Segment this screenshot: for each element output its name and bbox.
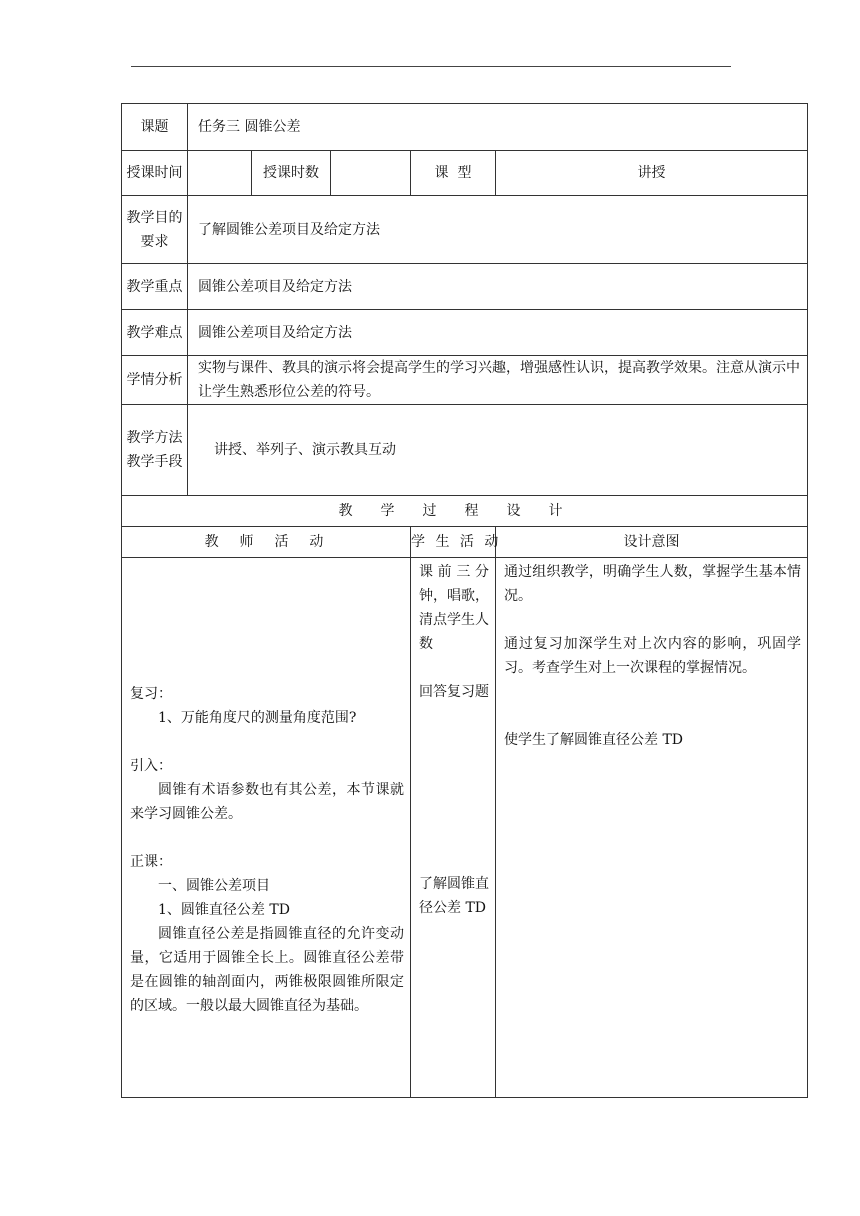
hours-value	[331, 151, 411, 196]
intro-text: 圆锥有术语参数也有其公差，本节课就来学习圆锥公差。	[130, 782, 404, 822]
time-label: 授课时间	[122, 151, 188, 196]
student-activity-2: 回答复习题	[419, 684, 489, 700]
teacher-activity-cell	[122, 558, 411, 1098]
methods-label: 教学方法教学手段	[122, 405, 188, 496]
design-intent-1: 通过组织教学，明确学生人数，掌握学生基本情况。	[504, 564, 802, 604]
student-column-header: 学 生 活 动	[411, 527, 496, 558]
hours-label: 授课时数	[252, 151, 331, 196]
review-title: 复习：	[130, 686, 172, 702]
design-intent-3: 使学生了解圆锥直径公差 TD	[504, 732, 684, 748]
student-activity-cell	[411, 558, 496, 1098]
goals-value: 了解圆锥公差项目及给定方法	[188, 196, 808, 264]
design-intent-cell	[496, 558, 808, 1098]
analysis-label: 学情分析	[122, 356, 188, 405]
methods-value: 讲授、举列子、演示教具互动	[188, 405, 808, 496]
teacher-column-header: 教 师 活 动	[122, 527, 411, 558]
difficulties-value: 圆锥公差项目及给定方法	[188, 310, 808, 356]
process-title: 教学过程设计	[122, 496, 808, 527]
lesson-plan-table	[121, 103, 808, 1098]
intro-title: 引入：	[130, 758, 172, 774]
subject-label: 课题	[122, 104, 188, 151]
main-title: 正课：	[130, 854, 172, 870]
goals-label: 教学目的要求	[122, 196, 188, 264]
diameter-tolerance-paragraph: 圆锥直径公差是指圆锥直径的允许变动量，它适用于圆锥全长上。圆锥直径公差带是在圆锥的轴剖面内，两锥极限圆锥所限定的区域。一般以最大圆锥直径为基础。	[130, 926, 404, 1014]
review-question: 1、万能角度尺的测量角度范围?	[158, 710, 357, 726]
difficulties-label: 教学难点	[122, 310, 188, 356]
design-intent-2: 通过复习加深学生对上次内容的影响，巩固学习。考查学生对上一次课程的掌握情况。	[504, 636, 802, 676]
item-1: 一、圆锥公差项目	[158, 878, 270, 894]
student-activity-1: 课前三分钟，唱歌，清点学生人数	[419, 564, 489, 652]
item-1-1: 1、圆锥直径公差 TD	[158, 902, 290, 918]
subject-value: 任务三 圆锥公差	[188, 104, 808, 151]
key-points-value: 圆锥公差项目及给定方法	[188, 264, 808, 310]
type-value: 讲授	[496, 151, 808, 196]
header-rule	[131, 66, 731, 67]
time-value	[188, 151, 252, 196]
design-column-header: 设计意图	[496, 527, 808, 558]
type-label: 课 型	[411, 151, 496, 196]
key-points-label: 教学重点	[122, 264, 188, 310]
analysis-value: 实物与课件、教具的演示将会提高学生的学习兴趣，增强感性认识，提高教学效果。注意从演示中让学生熟悉形位公差的符号。	[188, 356, 808, 405]
student-activity-3: 了解圆锥直径公差 TD	[419, 876, 489, 916]
